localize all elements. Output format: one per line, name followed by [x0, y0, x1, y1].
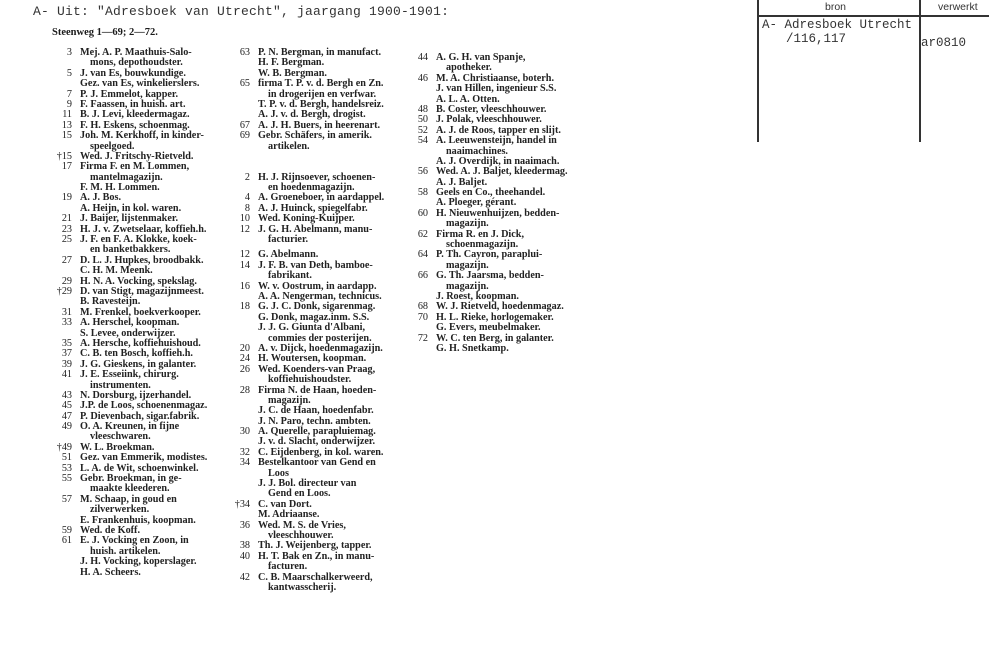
- entry-text: speelgoed.: [90, 140, 135, 152]
- house-number: 63: [239, 47, 250, 58]
- entry-text: facturier.: [268, 234, 309, 246]
- entry-text: Gend en Loos.: [268, 488, 331, 500]
- house-number: 45: [61, 400, 72, 412]
- entry-text: C. B. Maarschalkerweerd,: [258, 571, 373, 583]
- entry-text: J.P. de Loos, schoenenmagaz.: [80, 400, 208, 412]
- house-number: 23: [61, 223, 72, 235]
- entry-text: vleeschhouwer.: [268, 529, 334, 541]
- house-number: 28: [239, 384, 250, 396]
- entry-text: L. A. de Wit, schoenwinkel.: [80, 462, 199, 474]
- directory-entry: [226, 261, 416, 282]
- house-number: 26: [239, 363, 250, 375]
- entry-text: vleeschwaren.: [90, 431, 151, 443]
- entry-text: A. Groeneboer, in aardappel.: [258, 192, 385, 204]
- entry-text: maakte kleederen.: [90, 483, 170, 495]
- entry-text: A. J. Overdijk, in naaimach.: [436, 155, 560, 167]
- entry-text: J. N. Paro, techn. ambten.: [258, 415, 371, 427]
- entry-line: [404, 167, 604, 177]
- directory-entry: [48, 495, 238, 516]
- entry-text: instrumenten.: [90, 379, 151, 391]
- entry-text: en banketbakkers.: [90, 244, 171, 256]
- entry-text: Geels en Co., theehandel.: [436, 187, 546, 199]
- directory-entry: [226, 521, 416, 542]
- entry-line: [404, 323, 604, 333]
- entry-continuation-line: [226, 562, 416, 572]
- entry-text: H. T. Bak en Zn., in manu-: [258, 550, 375, 562]
- entry-text: A. J. Baljet.: [436, 176, 488, 188]
- entry-text: schoenmagazijn.: [446, 239, 519, 251]
- directory-entry: [48, 287, 238, 297]
- document-heading: A- Uit: "Adresboek van Utrecht", jaargang 1900-1901:: [33, 4, 450, 19]
- directory-entry: [404, 167, 604, 177]
- house-number: 62: [417, 228, 428, 240]
- entry-continuation-line: [226, 375, 416, 385]
- entry-text: Gez. van Es, winkelierslers.: [80, 78, 200, 90]
- entry-text: G. Evers, meubelmaker.: [436, 322, 541, 334]
- entry-text: T. P. v. d. Bergh, handelsreiz.: [258, 98, 384, 110]
- directory-entry: [226, 386, 416, 407]
- entry-text: fabrikant.: [268, 270, 312, 282]
- bron-line-2: /116,117: [786, 32, 847, 46]
- entry-text: J. Polak, vleeschhouwer.: [436, 114, 542, 126]
- entry-text: Gez. van Emmerik, modistes.: [80, 452, 208, 464]
- entry-continuation-line: [226, 489, 416, 499]
- house-number: 27: [61, 254, 72, 266]
- directory-entry: [404, 53, 604, 74]
- house-number: 52: [417, 124, 428, 136]
- directory-entry: [48, 422, 238, 443]
- house-number: 9: [66, 98, 72, 110]
- house-number: 19: [61, 192, 72, 204]
- entry-text: A. Leeuwensteijn, handel in: [436, 135, 557, 147]
- entry-text: W. J. Rietveld, hoedenmagaz.: [436, 301, 564, 313]
- entry-line: [48, 131, 238, 141]
- entry-text: apotheker.: [446, 62, 492, 74]
- entry-line: [404, 53, 604, 63]
- entry-text: H. N. A. Vocking, spekslag.: [80, 275, 197, 287]
- house-number: 37: [61, 348, 72, 360]
- house-number: 72: [417, 332, 428, 344]
- house-number: 2: [244, 171, 250, 183]
- entry-text: Gebr. Broekman, in ge-: [80, 473, 182, 485]
- box-header-rule: [757, 15, 989, 17]
- entry-text: huish. artikelen.: [90, 545, 161, 557]
- directory-entry: [48, 516, 238, 526]
- house-number: 47: [61, 410, 72, 422]
- entry-text: mons, depothoudster.: [90, 57, 183, 69]
- entry-text: W. v. Oostrum, in aardapp.: [258, 280, 377, 292]
- entry-text: G. Donk, magaz.inm. S.S.: [258, 311, 370, 323]
- entry-text: A. v. Dijck, hoedenmagazijn.: [258, 342, 383, 354]
- entry-text: F. H. Eskens, schoenmag.: [80, 119, 190, 131]
- entry-text: H. Woutersen, koopman.: [258, 353, 367, 365]
- entry-text: B. Coster, vleeschhouwer.: [436, 103, 547, 115]
- house-number: 5: [66, 67, 72, 79]
- entry-text: G. Th. Jaarsma, bedden-: [436, 270, 544, 282]
- entry-text: H. F. Bergman.: [258, 57, 325, 69]
- entry-text: C. B. ten Bosch, koffieh.h.: [80, 348, 193, 360]
- house-number: 58: [417, 187, 428, 199]
- house-number: 41: [61, 369, 72, 381]
- house-number: 67: [239, 119, 250, 131]
- entry-text: J. Roest, koopman.: [436, 290, 519, 302]
- entry-text: W. B. Bergman.: [258, 67, 327, 79]
- house-number: 39: [61, 358, 72, 370]
- house-number: 30: [239, 426, 250, 438]
- entry-text: B. Ravesteijn.: [80, 296, 141, 308]
- entry-line: [226, 225, 416, 235]
- entry-line: [226, 500, 416, 510]
- house-number: 68: [417, 301, 428, 313]
- entry-text: A. J. H. Buers, in heerenart.: [258, 119, 381, 131]
- directory-entry: [226, 173, 416, 194]
- entry-text: Wed. J. Fritschy-Rietveld.: [80, 150, 194, 162]
- entry-text: magazijn.: [268, 394, 311, 406]
- directory-column-3: [404, 53, 604, 354]
- directory-entry: [48, 48, 238, 69]
- entry-text: magazijn.: [446, 259, 489, 271]
- entry-text: G. Abelmann.: [258, 249, 319, 261]
- entry-text: M. Frenkel, boekverkooper.: [80, 306, 201, 318]
- entry-text: J. Baijer, lijstenmaker.: [80, 213, 178, 225]
- entry-text: Loos: [268, 467, 289, 479]
- directory-entry: [404, 136, 604, 157]
- house-number: 14: [239, 259, 250, 271]
- directory-entry: [226, 323, 416, 344]
- house-number: †34: [234, 498, 250, 510]
- entry-text: J. F. en F. A. Klokke, koek-: [80, 234, 197, 246]
- house-number: 51: [61, 452, 72, 464]
- house-number: 29: [61, 275, 72, 287]
- house-number: 7: [66, 88, 72, 100]
- entry-text: N. Dorsburg, ijzerhandel.: [80, 389, 192, 401]
- entry-text: A. Hersche, koffiehuishoud.: [80, 337, 201, 349]
- entry-line: [226, 79, 416, 89]
- entry-line: [48, 557, 238, 567]
- house-number: 65: [239, 78, 250, 90]
- entry-line: [48, 568, 238, 578]
- directory-entry: [226, 79, 416, 100]
- house-number: 66: [417, 270, 428, 282]
- entry-text: Joh. M. Kerkhoff, in kinder-: [80, 130, 204, 142]
- house-number: 34: [239, 457, 250, 469]
- house-number: 54: [417, 135, 428, 147]
- entry-text: H. L. Rieke, horlogemaker.: [436, 311, 554, 323]
- entry-line: [226, 323, 416, 333]
- source-box: [757, 0, 1000, 142]
- entry-text: zilverwerken.: [90, 504, 150, 516]
- entry-text: Th. J. Weijenberg, tapper.: [258, 540, 372, 552]
- directory-entry: [404, 344, 604, 354]
- directory-entry: [404, 323, 604, 333]
- directory-entry: [404, 271, 604, 292]
- directory-entry: [226, 365, 416, 386]
- entry-text: H. J. v. Zwetselaar, koffieh.h.: [80, 223, 207, 235]
- directory-entry: [404, 209, 604, 230]
- entry-text: J. van Es, bouwkundige.: [80, 67, 186, 79]
- house-number: 33: [61, 317, 72, 329]
- entry-text: W. C. ten Berg, in galanter.: [436, 332, 554, 344]
- house-number: 31: [61, 306, 72, 318]
- entry-line: [404, 136, 604, 146]
- entry-text: Wed. M. S. de Vries,: [258, 519, 346, 531]
- entry-text: Gebr. Schäfers, in amerik.: [258, 130, 372, 142]
- house-number: †15: [56, 150, 72, 162]
- directory-column-2: [226, 48, 416, 593]
- directory-entry: [48, 162, 238, 183]
- entry-continuation-line: [226, 142, 416, 152]
- entry-text: artikelen.: [268, 140, 310, 152]
- house-number: 61: [61, 535, 72, 547]
- directory-entry: [226, 500, 416, 510]
- house-number: †49: [56, 441, 72, 453]
- entry-text: A. L. A. Otten.: [436, 93, 500, 105]
- entry-line: [404, 84, 604, 94]
- house-number: 25: [61, 234, 72, 246]
- entry-text: magazijn.: [446, 280, 489, 292]
- entry-text: C. van Dort.: [258, 498, 312, 510]
- entry-text: facturen.: [268, 561, 308, 573]
- entry-text: M. Schaap, in goud en: [80, 493, 177, 505]
- entry-text: Firma N. de Haan, hoeden-: [258, 384, 377, 396]
- directory-entry: [226, 131, 416, 152]
- entry-line: [226, 261, 416, 271]
- house-number: 35: [61, 337, 72, 349]
- house-number: 15: [61, 130, 72, 142]
- entry-text: commies der posterijen.: [268, 332, 372, 344]
- house-number: 44: [417, 52, 428, 63]
- entry-text: Firma R. en J. Dick,: [436, 228, 524, 240]
- entry-text: Wed. de Koff.: [80, 524, 140, 536]
- entry-line: [404, 250, 604, 260]
- entry-text: J. J. G. Giunta d'Albani,: [258, 322, 365, 334]
- entry-text: A. Heijn, in kol. waren.: [80, 202, 182, 214]
- entry-text: J. J. Bol. directeur van: [258, 478, 357, 490]
- entry-text: C. H. M. Meenk.: [80, 265, 153, 277]
- entry-line: [226, 131, 416, 141]
- entry-text: M. Adriaanse.: [258, 509, 320, 521]
- directory-column-1: [48, 48, 238, 578]
- entry-text: Wed. Koning-Kuijper.: [258, 213, 355, 225]
- house-number: 36: [239, 519, 250, 531]
- directory-entry: [48, 370, 238, 391]
- entry-text: E. Frankenhuis, koopman.: [80, 514, 196, 526]
- house-number: 46: [417, 72, 428, 84]
- entry-line: [404, 271, 604, 281]
- entry-line: [48, 516, 238, 526]
- entry-text: F. M. H. Lommen.: [80, 182, 160, 194]
- entry-line: [48, 318, 238, 328]
- directory-entry: [226, 225, 416, 246]
- entry-continuation-line: [226, 235, 416, 245]
- street-heading: Steenweg 1—69; 2—72.: [52, 27, 158, 38]
- entry-text: A. Ploeger, gérant.: [436, 197, 517, 209]
- entry-text: A. J. Bos.: [80, 192, 122, 204]
- entry-line: [48, 370, 238, 380]
- house-number: 42: [239, 571, 250, 583]
- entry-text: D. van Stigt, magazijnmeest.: [80, 285, 204, 297]
- entry-line: [48, 287, 238, 297]
- entry-text: A. Querelle, parapluiemag.: [258, 426, 376, 438]
- header-verwerkt: verwerkt: [938, 1, 978, 13]
- house-number: 11: [62, 109, 72, 121]
- entry-line: [404, 209, 604, 219]
- entry-continuation-line: [226, 583, 416, 593]
- entry-text: in drogerijen en verfwar.: [268, 88, 377, 100]
- directory-entry: [48, 568, 238, 578]
- entry-text: J. C. de Haan, hoedenfabr.: [258, 405, 374, 417]
- box-left-border: [757, 0, 759, 142]
- entry-text: A. G. H. van Spanje,: [436, 52, 526, 63]
- entry-text: kantwasscherij.: [268, 581, 337, 593]
- entry-text: C. Eijdenberg, in kol. waren.: [258, 446, 384, 458]
- house-number: 3: [66, 47, 72, 58]
- house-number: 13: [61, 119, 72, 131]
- entry-text: Mej. A. P. Maathuis-Salo-: [80, 47, 192, 58]
- house-number: 49: [61, 421, 72, 433]
- entry-text: W. L. Broekman.: [80, 441, 155, 453]
- entry-text: A. A. Nengerman, technicus.: [258, 291, 382, 302]
- house-number: 43: [61, 389, 72, 401]
- house-number: 64: [417, 249, 428, 261]
- entry-text: J. F. B. van Deth, bamboe-: [258, 259, 373, 271]
- entry-text: E. J. Vocking en Zoon, in: [80, 535, 189, 547]
- directory-entry: [48, 79, 238, 89]
- directory-entry: [404, 84, 604, 94]
- house-number: 12: [239, 223, 250, 235]
- entry-text: S. Levee, onderwijzer.: [80, 327, 176, 339]
- house-number: 53: [61, 462, 72, 474]
- entry-text: Firma F. en M. Lommen,: [80, 161, 190, 173]
- house-number: 55: [61, 473, 72, 485]
- entry-text: J. v. d. Slacht, onderwijzer.: [258, 436, 376, 448]
- directory-entry: [48, 536, 238, 557]
- entry-text: P. Th. Cayron, paraplui-: [436, 249, 543, 261]
- entry-text: J. G. Gieskens, in galanter.: [80, 358, 197, 370]
- entry-text: J. G. H. Abelmann, manu-: [258, 223, 373, 235]
- directory-entry: [404, 250, 604, 271]
- entry-text: koffiehuishoudster.: [268, 374, 352, 386]
- entry-text: H. A. Scheers.: [80, 566, 141, 578]
- house-number: 38: [239, 540, 250, 552]
- spacer: [226, 152, 416, 173]
- entry-line: [226, 552, 416, 562]
- box-divider: [919, 0, 921, 142]
- directory-entry: [48, 557, 238, 567]
- directory-entry: [48, 183, 238, 193]
- house-number: 18: [239, 301, 250, 313]
- header-bron: bron: [825, 1, 847, 13]
- entry-text: Bestelkantoor van Gend en: [258, 457, 376, 469]
- entry-text: mantelmagazijn.: [90, 171, 163, 183]
- house-number: 59: [61, 524, 72, 536]
- entry-text: naaimachines.: [446, 145, 508, 157]
- entry-text: magazijn.: [446, 218, 489, 230]
- house-number: 69: [239, 130, 250, 142]
- entry-text: O. A. Kreunen, in fijne: [80, 421, 180, 433]
- bron-line-1: A- Adresboek Utrecht: [762, 18, 913, 32]
- entry-line: [226, 458, 416, 468]
- house-number: †29: [56, 285, 72, 297]
- entry-text: H. Nieuwenhuijzen, bedden-: [436, 207, 560, 219]
- house-number: 56: [417, 166, 428, 178]
- house-number: 70: [417, 311, 428, 323]
- house-number: 60: [417, 207, 428, 219]
- entry-text: H. J. Rijnsoever, schoenen-: [258, 171, 376, 183]
- directory-entry: [226, 552, 416, 573]
- directory-entry: [48, 131, 238, 152]
- entry-text: P. J. Emmelot, kapper.: [80, 88, 179, 100]
- entry-text: A. Herschel, koopman.: [80, 317, 180, 329]
- directory-entry: [226, 479, 416, 500]
- entry-text: A. J. de Roos, tapper en slijt.: [436, 124, 561, 136]
- verwerkt-value: ar0810: [921, 36, 967, 50]
- entry-text: A. J. v. d. Bergh, drogist.: [258, 109, 366, 121]
- house-number: 12: [239, 249, 250, 261]
- house-number: 21: [61, 213, 72, 225]
- house-number: 50: [417, 114, 428, 126]
- entry-text: D. L. J. Hupkes, broodbakk.: [80, 254, 204, 266]
- house-number: 8: [244, 202, 250, 214]
- directory-entry: [226, 573, 416, 594]
- directory-entry: [404, 230, 604, 251]
- entry-text: G. H. Snetkamp.: [436, 342, 509, 354]
- house-number: 16: [239, 280, 250, 292]
- entry-text: M. A. Christiaanse, boterh.: [436, 72, 555, 84]
- house-number: 4: [244, 192, 250, 204]
- house-number: 20: [239, 342, 250, 354]
- entry-text: B. J. Levi, kleedermagaz.: [80, 109, 190, 121]
- entry-text: Wed. A. J. Baljet, kleedermag.: [436, 166, 568, 178]
- entry-text: J. van Hillen, ingenieur S.S.: [436, 83, 557, 95]
- entry-text: en hoedenmagazijn.: [268, 182, 355, 194]
- entry-text: F. Faassen, in huish. art.: [80, 98, 186, 110]
- house-number: 48: [417, 103, 428, 115]
- directory-entry: [48, 474, 238, 495]
- directory-entry: [48, 235, 238, 256]
- entry-text: firma T. P. v. d. Bergh en Zn.: [258, 78, 384, 90]
- entry-text: J. H. Vocking, koperslager.: [80, 556, 197, 568]
- house-number: 40: [239, 550, 250, 562]
- entry-line: [404, 344, 604, 354]
- house-number: 24: [239, 353, 250, 365]
- entry-text: P. N. Bergman, in manufact.: [258, 47, 382, 58]
- entry-text: G. J. C. Donk, sigarenmag.: [258, 301, 376, 313]
- entry-line: [48, 79, 238, 89]
- entry-text: J. E. Esseiink, chirurg.: [80, 369, 179, 381]
- house-number: 10: [239, 213, 250, 225]
- directory-entry: [226, 458, 416, 479]
- entry-text: A. J. Huinck, spiegelfabr.: [258, 202, 368, 214]
- house-number: 57: [61, 493, 72, 505]
- entry-text: P. Dievenbach, sigar.fabrik.: [80, 410, 200, 422]
- entry-line: [226, 386, 416, 396]
- directory-entry: [48, 318, 238, 328]
- entry-line: [48, 183, 238, 193]
- entry-text: Wed. Koenders-van Praag,: [258, 363, 376, 375]
- house-number: 17: [61, 161, 72, 173]
- house-number: 32: [239, 446, 250, 458]
